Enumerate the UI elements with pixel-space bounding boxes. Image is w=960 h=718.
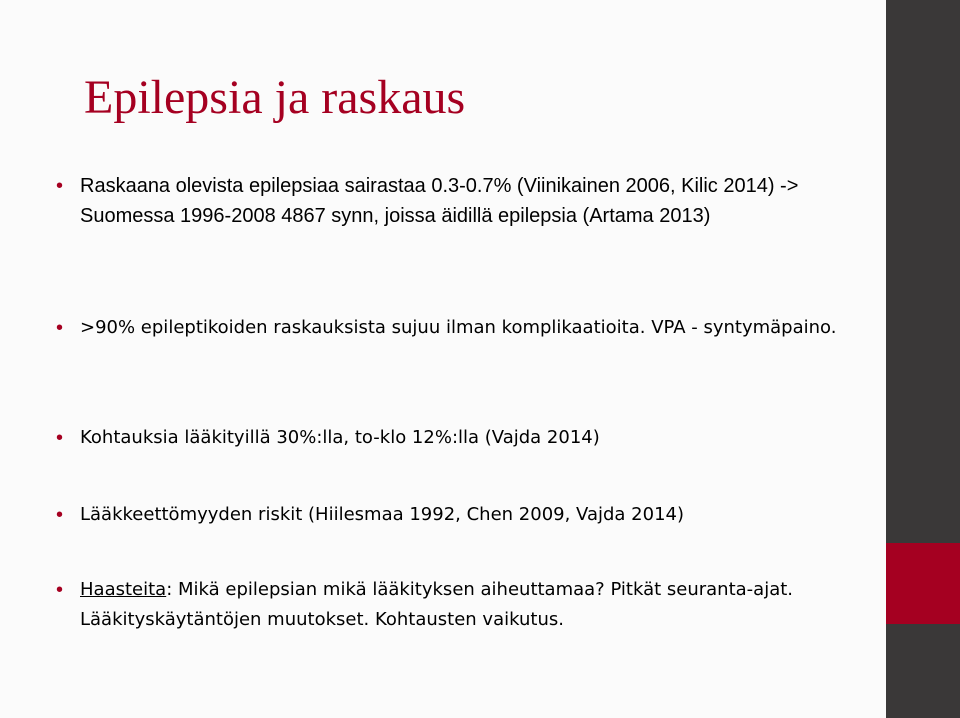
challenges-label: Haasteita (80, 579, 167, 600)
bullet-item-complications: • >90% epileptikoiden raskauksista sujuu ilman komplikaatioita. VPA - syntymäpaino. (80, 313, 880, 343)
bullet-item-prevalence: • Raskaana olevista epilepsiaa sairastaa 0.3-0.7% (Viinikainen 2006, Kilic 2014) -> Suomessa 1996-2008 4867 synn, joissa äidillä epilepsia (Artama 2013) (80, 171, 880, 231)
bullet-item-challenges (80, 575, 880, 635)
side-accent-block (886, 543, 960, 624)
bullet-item-risks: • Lääkkeettömyyden riskit (Hiilesmaa 1992, Chen 2009, Vajda 2014) (80, 500, 880, 530)
slide-title: Epilepsia ja raskaus (84, 71, 466, 124)
bullet-item-seizures: • Kohtauksia lääkityillä 30%:lla, to-klo 12%:lla (Vajda 2014) (80, 423, 880, 453)
challenges-text: : Mikä epilepsian mikä lääkityksen aiheuttamaa? Pitkät seuranta-ajat. Lääkityskäytäntöjen muutokset. Kohtausten vaikutus. (80, 579, 794, 630)
